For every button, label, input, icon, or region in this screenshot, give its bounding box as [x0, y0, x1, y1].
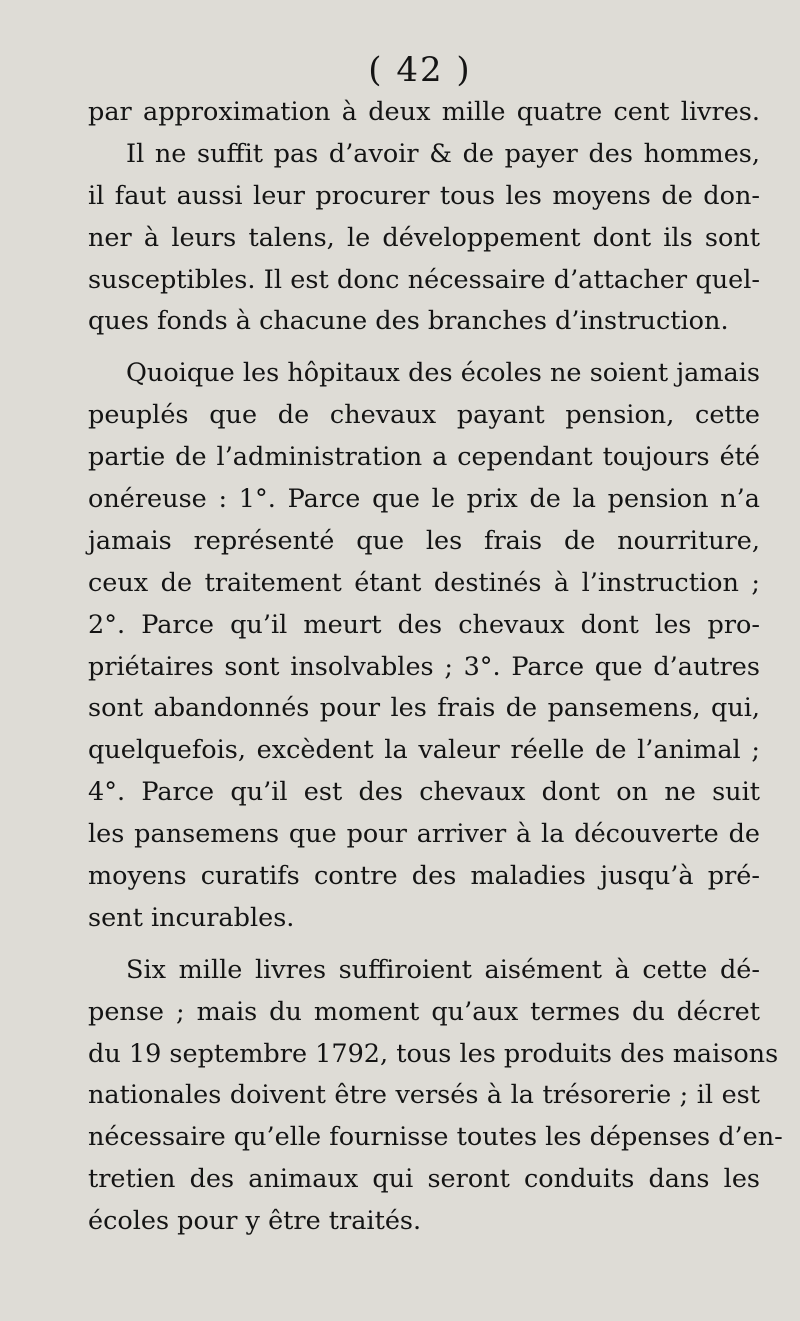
- text-line: les pansemens que pour arriver à la découverte de: [88, 819, 760, 850]
- text-line: pense ; mais du moment qu’aux termes du décret: [88, 996, 760, 1027]
- text-line: nationales doivent être versés à la trésorerie ; il est: [88, 1080, 760, 1111]
- text-line: par approximation à deux mille quatre cent livres.: [88, 97, 760, 127]
- text-line: sent incurables.: [88, 902, 295, 933]
- body-text: [88, 92, 783, 1243]
- text-line: du 19 septembre 1792, tous les produits des maisons: [88, 1038, 779, 1069]
- paragraph-gap: [88, 940, 760, 950]
- text-line: jamais représenté que les frais de nourriture,: [88, 525, 760, 556]
- text-line: Il ne suffit pas d’avoir & de payer des hommes,: [126, 138, 760, 169]
- page-number: ( 42 ): [368, 50, 472, 90]
- text-line: susceptibles. Il est donc nécessaire d’attacher quel-: [88, 264, 760, 295]
- text-line: écoles pour y être traités.: [88, 1206, 422, 1237]
- text-line: sont abandonnés pour les frais de pansemens, qui,: [88, 693, 760, 724]
- text-line: priétaires sont insolvables ; 3°. Parce que d’autres: [88, 651, 760, 682]
- text-line: quelquefois, excèdent la valeur réelle de l’animal ;: [88, 735, 760, 766]
- text-line: 2°. Parce qu’il meurt des chevaux dont les pro-: [88, 609, 760, 640]
- text-line: ques fonds à chacune des branches d’instruction.: [88, 306, 729, 337]
- text-line: ceux de traitement étant destinés à l’instruction ;: [88, 567, 760, 598]
- text-line: moyens curatifs contre des maladies jusqu’à pré-: [88, 861, 760, 892]
- text-line: partie de l’administration a cependant toujours été: [88, 442, 760, 473]
- paragraph-gap: [88, 343, 760, 353]
- text-line: onéreuse : 1°. Parce que le prix de la pension n’a: [88, 484, 760, 515]
- text-line: peuplés que de chevaux payant pension, cette: [88, 400, 760, 431]
- text-line: Six mille livres suffiroient aisément à cette dé-: [126, 954, 760, 985]
- text-line: il faut aussi leur procurer tous les moyens de don-: [88, 180, 760, 211]
- text-line: Quoique les hôpitaux des écoles ne soient jamais: [126, 358, 760, 389]
- text-line: 4°. Parce qu’il est des chevaux dont on ne suit: [88, 777, 760, 808]
- text-line: tretien des animaux qui seront conduits dans les: [88, 1164, 760, 1195]
- text-line: nécessaire qu’elle fournisse toutes les dépenses d’en-: [88, 1122, 783, 1153]
- text-line: ner à leurs talens, le développement dont ils sont: [88, 222, 760, 253]
